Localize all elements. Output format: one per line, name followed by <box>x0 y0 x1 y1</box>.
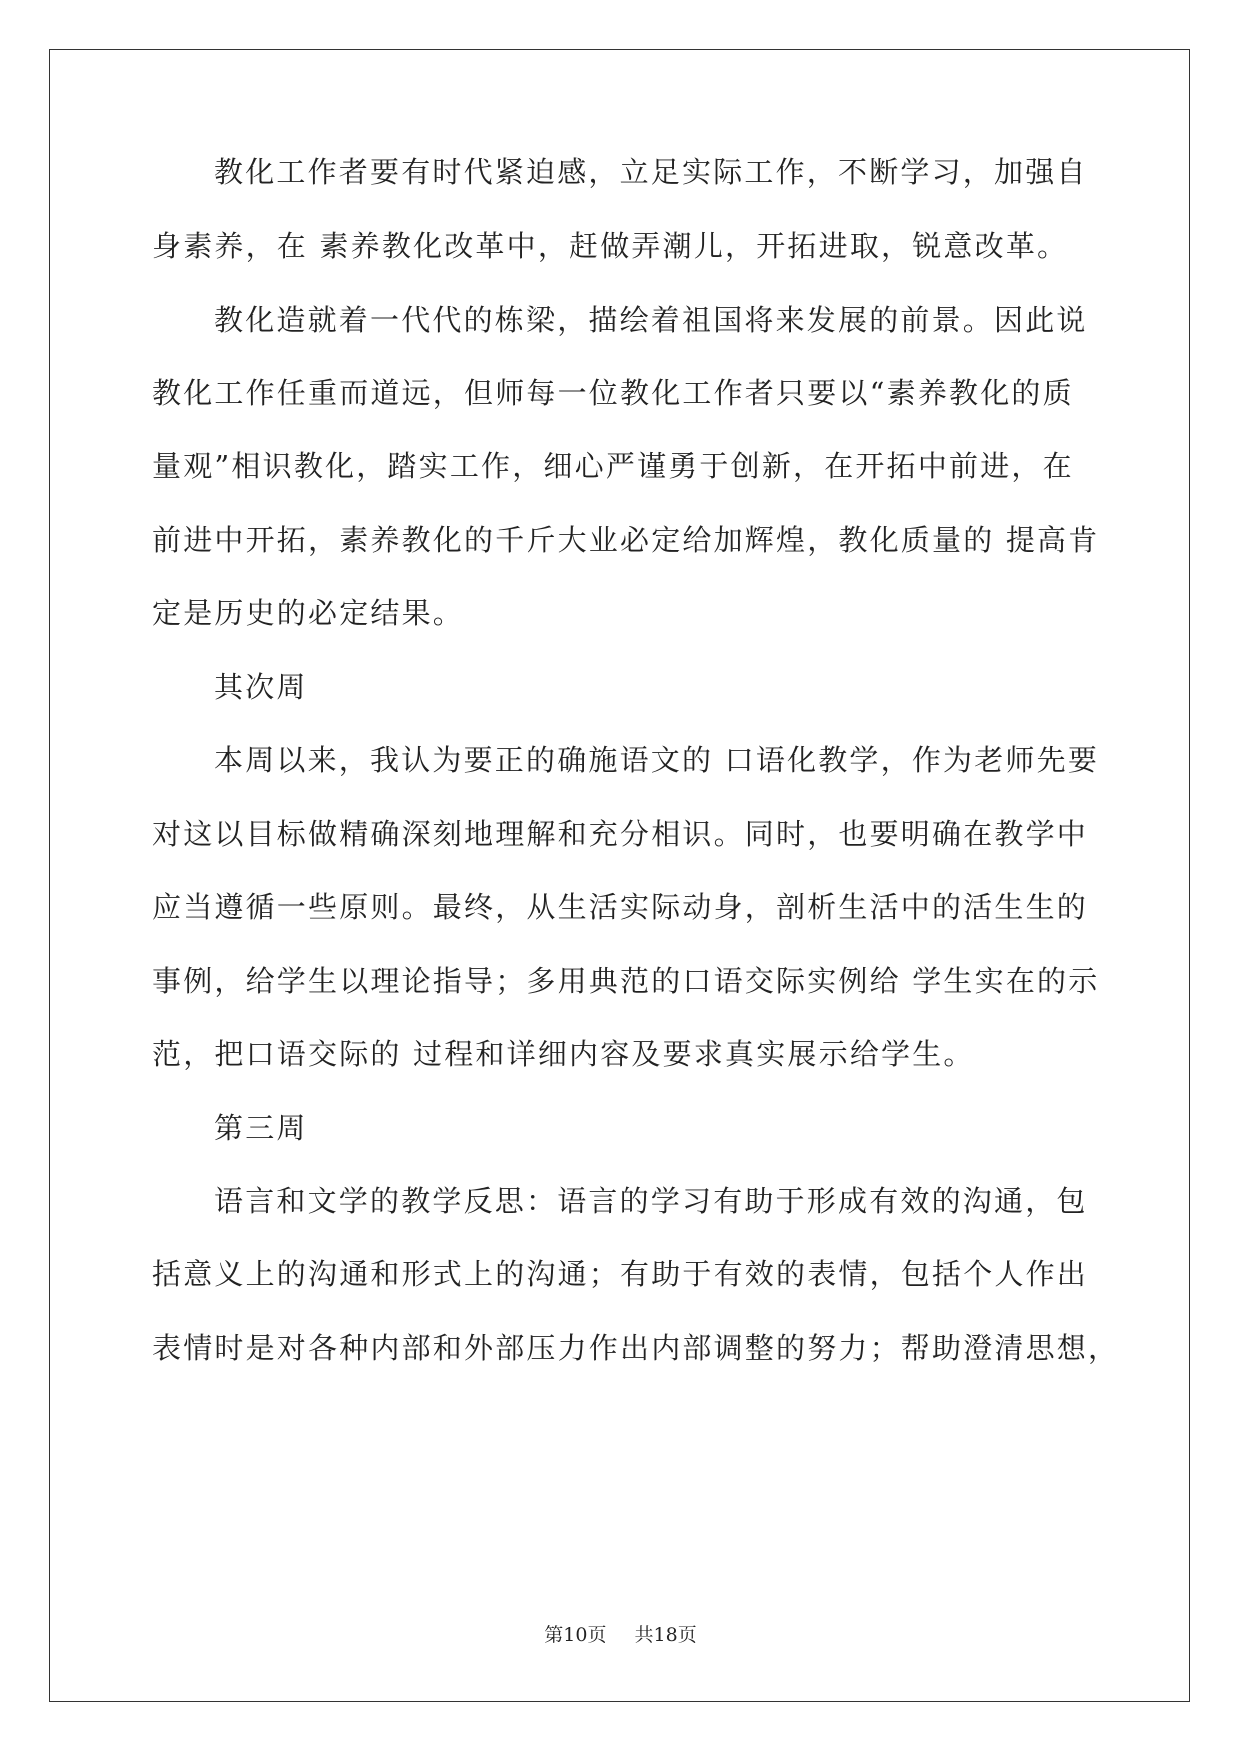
section-heading: 第三周 <box>214 1111 308 1145</box>
body-line: 对这以目标做精确深刻地理解和充分相识。同时，也要明确在教学中 <box>152 817 1089 851</box>
section-heading: 其次周 <box>214 670 308 704</box>
body-line: 表情时是对各种内部和外部压力作出内部调整的努力；帮助澄清思想， <box>152 1331 1120 1365</box>
body-line: 事例，给学生以理论指导；多用典范的口语交际实例给 学生实在的示 <box>152 964 1100 998</box>
body-line: 量观”相识教化，踏实工作，细心严谨勇于创新，在开拓中前进，在 <box>152 449 1074 483</box>
body-line: 教化工作任重而道远，但师每一位教化工作者只要以“素养教化的质 <box>152 376 1074 410</box>
body-line: 范，把口语交际的 过程和详细内容及要求真实展示给学生。 <box>152 1037 975 1071</box>
body-line: 教化工作者要有时代紧迫感，立足实际工作，不断学习，加强自 <box>214 155 1088 189</box>
body-line: 应当遵循一些原则。最终，从生活实际动身，剖析生活中的活生生的 <box>152 890 1089 924</box>
page-border <box>49 49 1190 1702</box>
body-line: 本周以来，我认为要正的确施语文的 口语化教学，作为老师先要 <box>214 743 1100 777</box>
body-line: 定是历史的必定结果。 <box>152 596 465 630</box>
page-total: 共18页 <box>634 1624 697 1646</box>
body-line: 身素养，在 素养教化改革中，赶做弄潮儿，开拓进取，锐意改革。 <box>152 229 1069 263</box>
page-number: 第10页 <box>544 1624 607 1646</box>
page-footer <box>0 1623 1241 1647</box>
body-line: 括意义上的沟通和形式上的沟通；有助于有效的表情，包括个人作出 <box>152 1257 1089 1291</box>
body-line: 语言和文学的教学反思：语言的学习有助于形成有效的沟通，包 <box>214 1184 1088 1218</box>
body-line: 教化造就着一代代的栋梁，描绘着祖国将来发展的前景。因此说 <box>214 303 1088 337</box>
body-line: 前进中开拓，素养教化的千斤大业必定给加辉煌，教化质量的 提高肯 <box>152 523 1100 557</box>
